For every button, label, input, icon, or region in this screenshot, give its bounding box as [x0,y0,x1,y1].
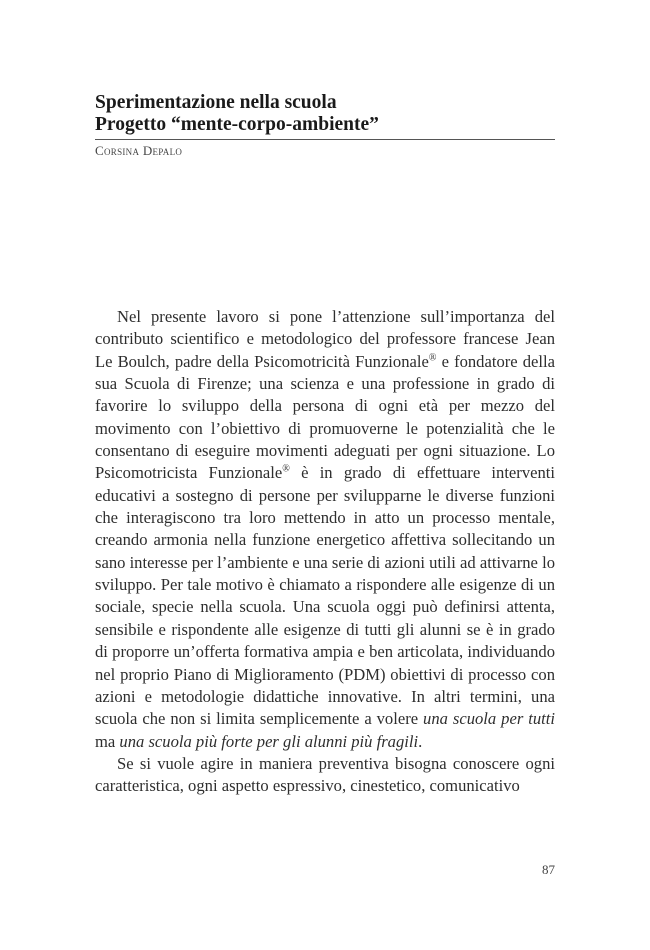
body-text [95,306,555,798]
author-name: Corsina Depalo [95,143,183,158]
chapter-title-line-2: Progetto “mente-corpo-ambiente” [95,114,379,135]
paragraph-1-connector: ma [95,731,120,751]
paragraph-1-part-2: e fondatore della sua Scuola di Firenze; una scienza e una professione in grado di favorire lo sviluppo della persona di ogni età per mezzo del movimento con l’obiettivo di promuoverne le potenzialità che le consentano di eseguire movimenti adeguati per ogni situazione. Lo Psicomotricista Funzionale [95,351,556,483]
paragraph-1-end: . [418,731,423,751]
chapter-header [95,92,555,159]
registered-mark-2: ® [282,463,290,475]
chapter-title-line-1: Sperimentazione nella scuola [95,92,337,113]
title-divider [95,139,555,140]
paragraph-1 [95,306,555,753]
paragraph-1-part-3: è in grado di effettuare interventi educativi a sostegno di persone per svilupparne le diverse funzioni che interagiscono tra loro mettendo in atto un processo mentale, creando armonia nella funzione energetico affettiva sollecitando un sano interesse per l’ambiente e una serie di azioni utili ad attivarne lo sviluppo. Per tale motivo è chiamato a rispondere alle esigenze di un sociale, specie nella scuola. Una scuola oggi può definirsi attenta, sensibile e rispondente alle esigenze di tutti gli alunni se è in grado di proporre un’offerta formativa ampia e ben articolata, individuando nel proprio Piano di Miglioramento (PDM) obiettivi di processo con azioni e metodologie didattiche innovative. In altri termini, una scuola che non si limita semplicemente a volere [95,463,556,729]
paragraph-2: Se si vuole agire in maniera preventiva bisogna conoscere ogni caratteristica, ogni aspetto espressivo, cinestetico, comunicativo [95,753,555,796]
chapter-title [95,92,555,136]
page-number: 87 [542,862,555,877]
registered-mark-1: ® [428,352,437,364]
paragraph-1-part-1: Nel presente lavoro si pone l’attenzione sull’importanza del contributo scientifico e metodologico del professore francese Jean Le Boulch, padre della Psicomotricità Funzionale [95,307,555,371]
italic-phrase-2: una scuola più forte per gli alunni più fragili [119,731,419,751]
italic-phrase-1: una scuola per tutti [423,709,555,729]
